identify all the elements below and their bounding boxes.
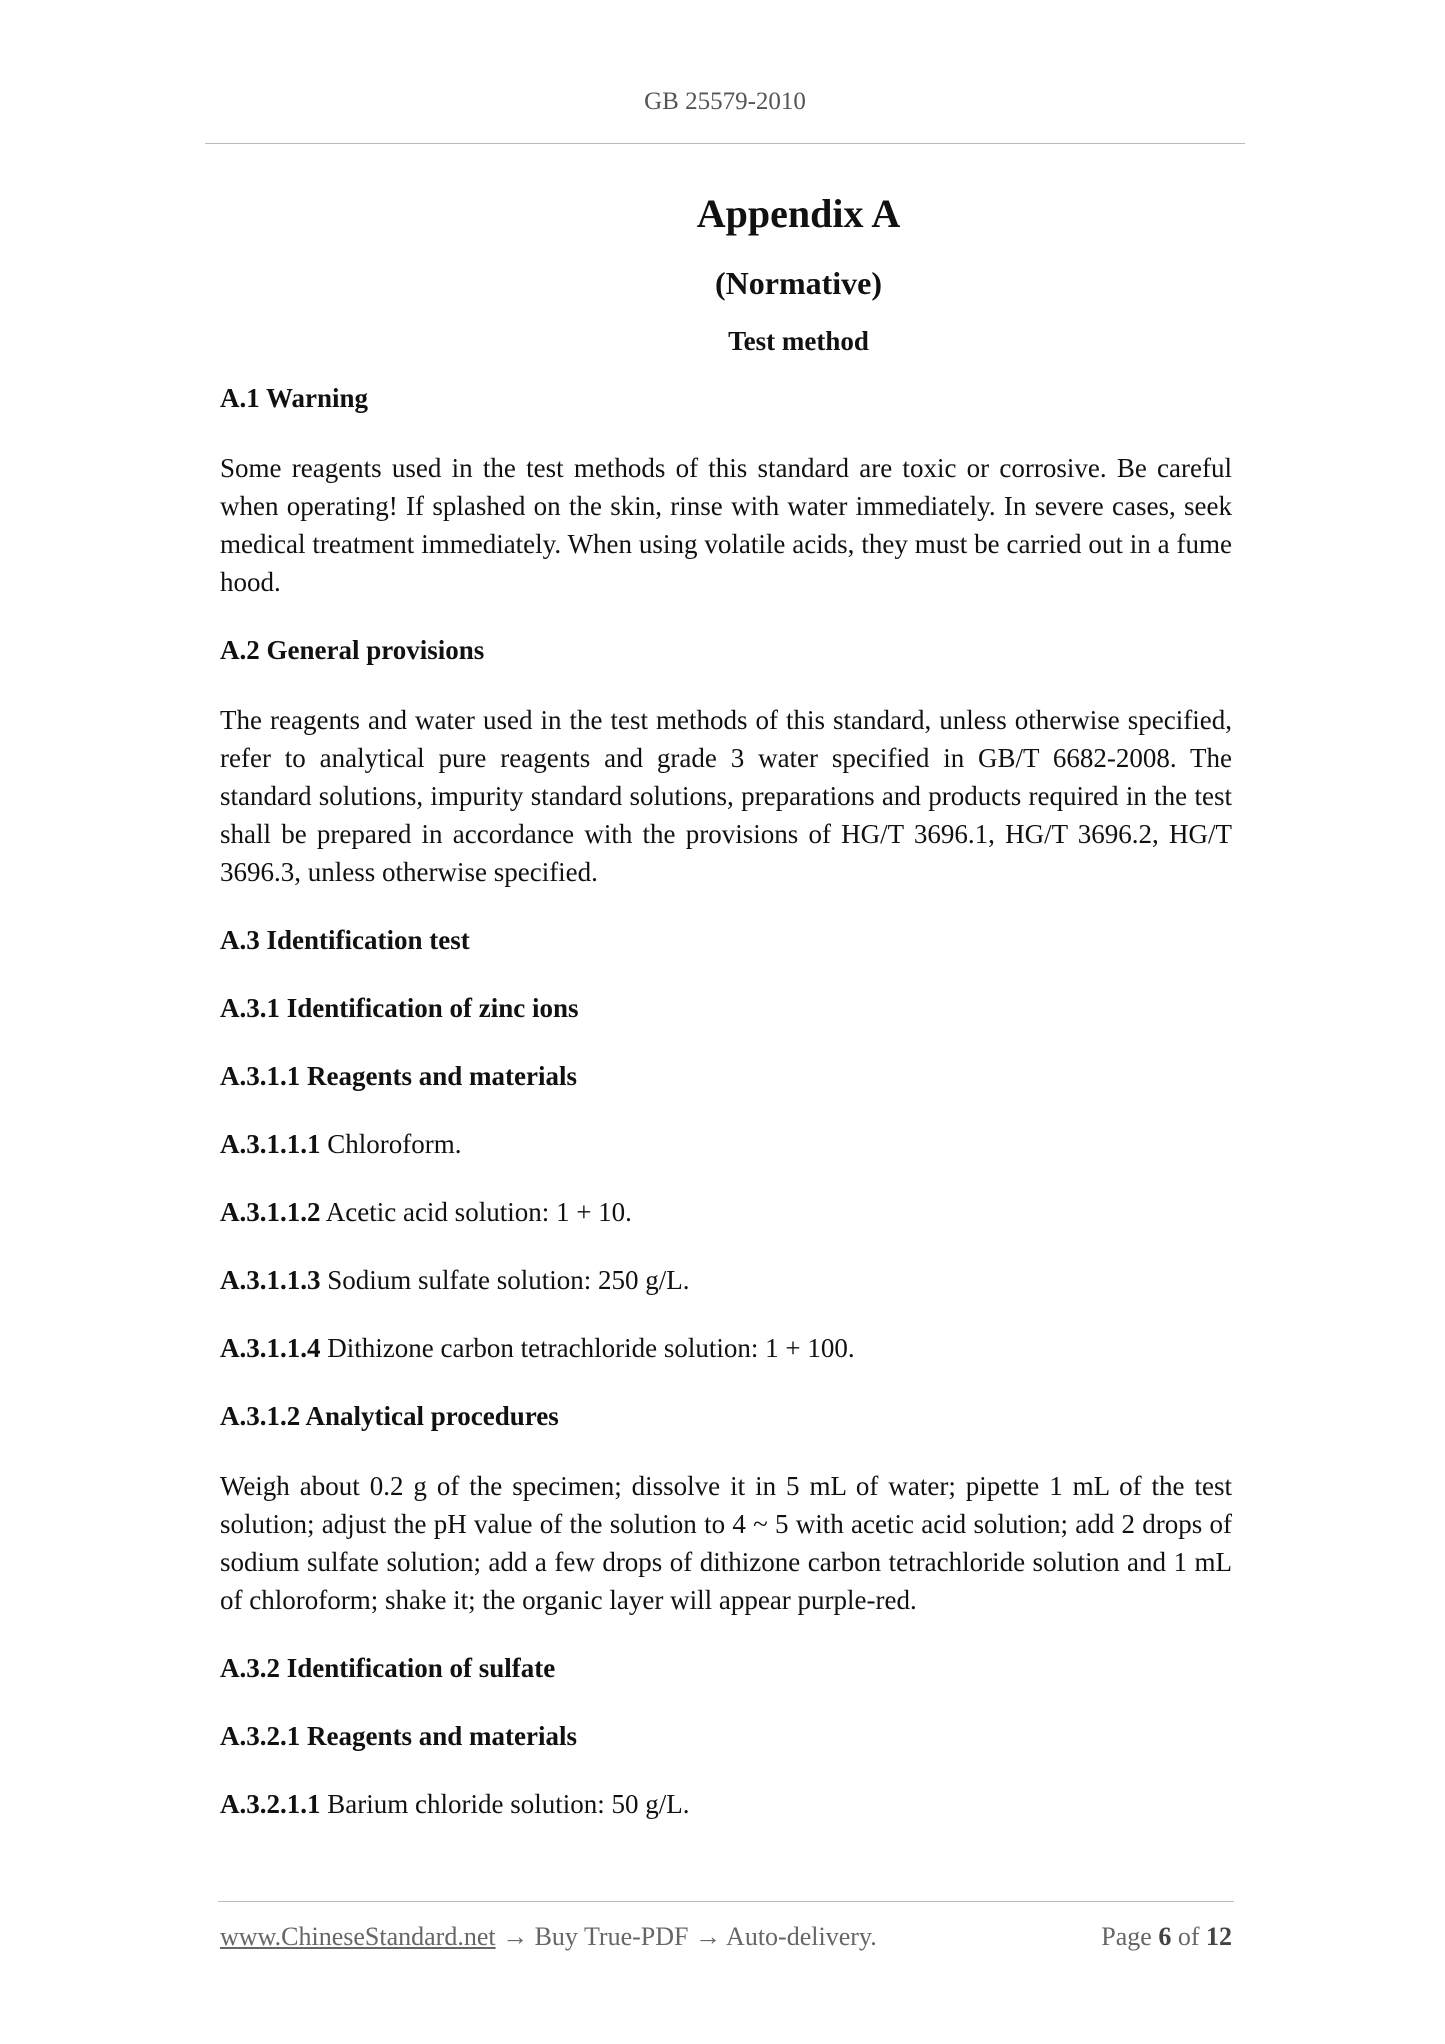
page-label: Page bbox=[1101, 1922, 1152, 1951]
section-heading-a3: A.3 Identification test bbox=[220, 925, 470, 955]
footer-divider bbox=[218, 1901, 1234, 1902]
section-text-a312: Weigh about 0.2 g of the specimen; dissolve it in 5 mL of water; pipette 1 mL of the test solution; adjust the pH value of the solution to 4 ~ 5 with acetic acid solution; add 2 drops of sodium sulfate solution; add a few drops of dithizone carbon tetrachloride solution and 1 mL of chloroform; shake it; the organic layer will appear purple-red. bbox=[220, 1471, 1232, 1615]
item-text: Acetic acid solution: 1 + 10. bbox=[320, 1197, 632, 1227]
item-number: A.3.2.1.1 bbox=[220, 1789, 321, 1819]
site-link[interactable]: www.ChineseStandard.net bbox=[220, 1922, 496, 1951]
item-number: A.3.1.1.1 bbox=[220, 1129, 321, 1159]
page-indicator bbox=[1101, 1920, 1232, 1954]
footer-promo bbox=[220, 1920, 877, 1954]
page-current: 6 bbox=[1158, 1922, 1172, 1951]
item-text: Dithizone carbon tetrachloride solution: 1 + 100. bbox=[320, 1333, 855, 1363]
item-text: Barium chloride solution: 50 g/L. bbox=[320, 1789, 690, 1819]
appendix-subtitle: (Normative) bbox=[714, 265, 883, 301]
footer-tagline: → Buy True-PDF → Auto-delivery. bbox=[495, 1922, 877, 1951]
list-item-a3211 bbox=[220, 1787, 1232, 1821]
list-item-a3112 bbox=[220, 1195, 1232, 1229]
item-text: Sodium sulfate solution: 250 g/L. bbox=[320, 1265, 690, 1295]
list-item-a3114 bbox=[220, 1331, 1232, 1365]
section-heading-a31: A.3.1 Identification of zinc ions bbox=[220, 993, 579, 1023]
section-heading-a311: A.3.1.1 Reagents and materials bbox=[220, 1061, 577, 1091]
appendix-title: Appendix A bbox=[696, 191, 901, 236]
list-item-a3111 bbox=[220, 1127, 1232, 1161]
header-divider bbox=[205, 143, 1245, 144]
section-heading-a312: A.3.1.2 Analytical procedures bbox=[220, 1401, 559, 1431]
document-header-id: GB 25579-2010 bbox=[644, 88, 806, 115]
page-total: 12 bbox=[1206, 1922, 1232, 1951]
section-text-a2: The reagents and water used in the test methods of this standard, unless otherwise specified, refer to analytical pure reagents and grade 3 water specified in GB/T 6682-2008. The standard solutions, impurity standard solutions, preparations and products required in the test shall be prepared in accordance with the provisions of HG/T 3696.1, HG/T 3696.2, HG/T 3696.3, unless otherwise specified. bbox=[220, 705, 1232, 887]
section-heading-a1: A.1 Warning bbox=[220, 383, 369, 413]
document-body bbox=[220, 190, 1232, 1821]
section-heading-a32: A.3.2 Identification of sulfate bbox=[220, 1653, 556, 1683]
section-text-a1: Some reagents used in the test methods of this standard are toxic or corrosive. Be careful when operating! If splashed on the skin, rinse with water immediately. In severe cases, seek medical treatment immediately. When using volatile acids, they must be carried out in a fume hood. bbox=[220, 453, 1232, 597]
section-heading-a2: A.2 General provisions bbox=[220, 635, 485, 665]
item-number: A.3.1.1.2 bbox=[220, 1197, 321, 1227]
list-item-a3113 bbox=[220, 1263, 1232, 1297]
item-number: A.3.1.1.4 bbox=[220, 1333, 321, 1363]
page-of-label: of bbox=[1177, 1922, 1200, 1951]
item-text: Chloroform. bbox=[320, 1129, 462, 1159]
section-heading-a321: A.3.2.1 Reagents and materials bbox=[220, 1721, 577, 1751]
item-number: A.3.1.1.3 bbox=[220, 1265, 321, 1295]
appendix-subtitle-test-method: Test method bbox=[728, 326, 869, 356]
